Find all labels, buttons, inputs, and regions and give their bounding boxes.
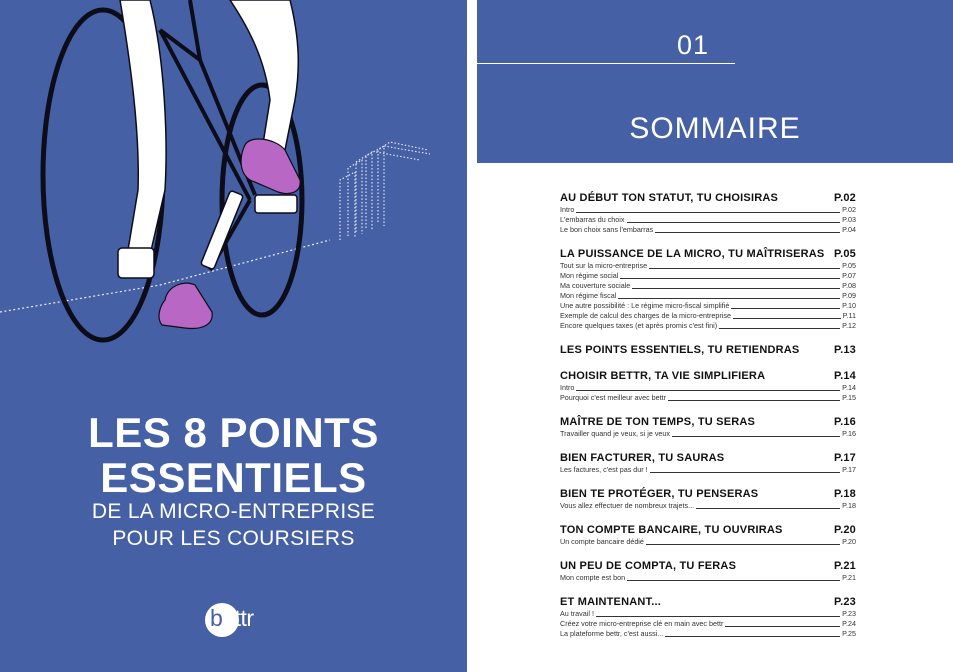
toc-entry-label: Mon compte est bon bbox=[560, 573, 626, 582]
toc-section-title: LA PUISSANCE DE LA MICRO, TU MAÎTRISERAS bbox=[560, 248, 825, 260]
toc-section bbox=[560, 595, 856, 639]
toc-entry[interactable] bbox=[560, 573, 856, 583]
toc-entry-label: Mon régime social bbox=[560, 271, 619, 280]
toc-section-heading[interactable] bbox=[560, 191, 856, 205]
toc-entry-label: Encore quelques taxes (et après promis c'est fini) bbox=[560, 321, 718, 330]
toc-section-title: LES POINTS ESSENTIELS, TU RETIENDRAS bbox=[560, 344, 800, 356]
toc-entry[interactable] bbox=[560, 311, 856, 321]
toc-section-title: UN PEU DE COMPTA, TU FERAS bbox=[560, 560, 737, 572]
toc-entry-label: Vous allez effectuer de nombreux trajets... bbox=[560, 501, 695, 510]
toc-section-page: P.23 bbox=[833, 596, 856, 608]
toc-entry-leader bbox=[596, 616, 840, 617]
toc-section bbox=[560, 523, 856, 547]
toc-entry[interactable] bbox=[560, 225, 856, 235]
toc-entry-leader bbox=[668, 400, 840, 401]
cover-subtitle-line-1: DE LA MICRO-ENTREPRISE bbox=[91, 500, 376, 523]
toc-entry-page: P.16 bbox=[842, 429, 856, 438]
toc-section-page: P.21 bbox=[833, 560, 856, 572]
toc-entry-page: P.23 bbox=[842, 609, 856, 618]
cover-subtitle-line-2: POUR LES COURSIERS bbox=[112, 527, 355, 550]
logo-letters-rest: ettr bbox=[222, 605, 254, 631]
toc-entry-label: Une autre possibilité : Le régime micro-fiscal simplifié bbox=[560, 301, 730, 310]
toc-section bbox=[560, 415, 856, 439]
toc-entry-leader bbox=[650, 472, 840, 473]
toc-entry-label: Tout sur la micro-entreprise bbox=[560, 261, 648, 270]
toc-entry-leader bbox=[719, 328, 840, 329]
toc-entry-label: Travailler quand je veux, si je veux bbox=[560, 429, 670, 438]
toc-entry-page: P.25 bbox=[842, 629, 856, 638]
toc-entry[interactable] bbox=[560, 609, 856, 619]
toc-entry-page: P.02 bbox=[842, 205, 856, 214]
cover-page bbox=[0, 0, 467, 672]
toc-entry-label: Au travail ! bbox=[560, 609, 594, 618]
toc-section bbox=[560, 343, 856, 357]
toc-entry-leader bbox=[627, 580, 840, 581]
toc-section-page: P.02 bbox=[833, 192, 856, 204]
toc-section-title: ET MAINTENANT... bbox=[560, 596, 661, 608]
toc-entry-page: P.11 bbox=[842, 311, 856, 320]
toc-entry[interactable] bbox=[560, 429, 856, 439]
toc-entry[interactable] bbox=[560, 321, 856, 331]
toc-entry-label: Un compte bancaire dédié bbox=[560, 537, 644, 546]
toc-entry-leader bbox=[646, 544, 840, 545]
toc-entry-page: P.20 bbox=[842, 537, 856, 546]
toc-entry-leader bbox=[649, 268, 840, 269]
toc-section-title: TON COMPTE BANCAIRE, TU OUVRIRAS bbox=[560, 524, 783, 536]
toc-entry-leader bbox=[576, 390, 840, 391]
toc-entry-page: P.05 bbox=[842, 261, 856, 270]
toc-section-heading[interactable] bbox=[560, 343, 856, 357]
toc-section-page: P.17 bbox=[833, 452, 856, 464]
toc-entry[interactable] bbox=[560, 501, 856, 511]
toc-section-title: BIEN FACTURER, TU SAURAS bbox=[560, 452, 725, 464]
toc-section bbox=[560, 487, 856, 511]
toc-entry-page: P.17 bbox=[842, 465, 856, 474]
toc-entry[interactable] bbox=[560, 281, 856, 291]
toc-entry[interactable] bbox=[560, 271, 856, 281]
toc-entry[interactable] bbox=[560, 291, 856, 301]
cover-title-line-2: ESSENTIELS bbox=[100, 454, 367, 501]
toc-section-page: P.16 bbox=[833, 416, 856, 428]
toc-entry-page: P.09 bbox=[842, 291, 856, 300]
cover-title bbox=[0, 410, 467, 500]
page-gutter bbox=[467, 0, 477, 672]
toc-section-heading[interactable] bbox=[560, 451, 856, 465]
cover-subtitle bbox=[0, 498, 467, 552]
toc-section-heading[interactable] bbox=[560, 247, 856, 261]
toc-section-page: P.13 bbox=[833, 344, 856, 356]
toc-entry-leader bbox=[731, 308, 840, 309]
toc-section-title: BIEN TE PROTÉGER, TU PENSERAS bbox=[560, 488, 759, 500]
toc-section bbox=[560, 451, 856, 475]
toc-entry[interactable] bbox=[560, 261, 856, 271]
toc-entry-page: P.14 bbox=[842, 383, 856, 392]
toc-entry-leader bbox=[655, 232, 840, 233]
toc-entry[interactable] bbox=[560, 619, 856, 629]
toc-entry-leader bbox=[627, 222, 841, 223]
summary-heading: SOMMAIRE bbox=[629, 112, 801, 145]
toc-entry[interactable] bbox=[560, 383, 856, 393]
toc-section bbox=[560, 559, 856, 583]
table-of-contents bbox=[560, 191, 856, 651]
toc-entry-leader bbox=[576, 212, 840, 213]
cover-title-line-1: LES 8 POINTS bbox=[88, 409, 379, 456]
toc-entry-leader bbox=[665, 636, 840, 637]
toc-section-heading[interactable] bbox=[560, 523, 856, 537]
toc-entry[interactable] bbox=[560, 301, 856, 311]
toc-entry[interactable] bbox=[560, 393, 856, 403]
toc-entry-page: P.12 bbox=[842, 321, 856, 330]
toc-entry[interactable] bbox=[560, 465, 856, 475]
toc-entry-leader bbox=[618, 298, 840, 299]
toc-entry-label: Ma couverture sociale bbox=[560, 281, 631, 290]
toc-entry-page: P.24 bbox=[842, 619, 856, 628]
toc-entry-leader bbox=[725, 626, 840, 627]
toc-section bbox=[560, 369, 856, 403]
toc-entry-label: Intro bbox=[560, 383, 575, 392]
cyclist-illustration bbox=[0, 0, 467, 345]
toc-section-page: P.18 bbox=[833, 488, 856, 500]
toc-entry-label: Le bon choix sans l'embarras bbox=[560, 225, 654, 234]
toc-entry-label: Exemple de calcul des charges de la micro-entreprise bbox=[560, 311, 731, 320]
toc-section-heading[interactable] bbox=[560, 595, 856, 609]
toc-entry-page: P.18 bbox=[842, 501, 856, 510]
toc-entry-leader bbox=[733, 318, 841, 319]
toc-section-heading[interactable] bbox=[560, 487, 856, 501]
toc-entry-label: La plateforme bettr, c'est aussi... bbox=[560, 629, 664, 638]
page-number-rule bbox=[477, 63, 735, 64]
toc-entry-page: P.08 bbox=[842, 281, 856, 290]
toc-section-title: MAÎTRE DE TON TEMPS, TU SERAS bbox=[560, 416, 756, 428]
toc-entry-label: Créez votre micro-entreprise clé en main avec bettr bbox=[560, 619, 724, 628]
toc-section-title: CHOISIR BETTR, TA VIE SIMPLIFIERA bbox=[560, 370, 766, 382]
toc-entry-page: P.21 bbox=[842, 573, 856, 582]
toc-entry-page: P.03 bbox=[842, 215, 856, 224]
toc-entry-page: P.10 bbox=[842, 301, 856, 310]
summary-page bbox=[477, 0, 953, 672]
toc-section-page: P.05 bbox=[833, 248, 856, 260]
toc-entry[interactable] bbox=[560, 215, 856, 225]
page-number: 01 bbox=[677, 30, 710, 60]
toc-section-title: AU DÉBUT TON STATUT, TU CHOISIRAS bbox=[560, 192, 779, 204]
toc-entry-leader bbox=[620, 278, 840, 279]
toc-section bbox=[560, 191, 856, 235]
bettr-logo bbox=[205, 603, 271, 639]
toc-entry-leader bbox=[632, 288, 840, 289]
toc-entry-leader bbox=[672, 436, 840, 437]
toc-entry[interactable] bbox=[560, 205, 856, 215]
toc-section-heading[interactable] bbox=[560, 415, 856, 429]
summary-header bbox=[477, 0, 953, 163]
toc-section-page: P.20 bbox=[833, 524, 856, 536]
toc-section-heading[interactable] bbox=[560, 369, 856, 383]
logo-letter-b: b bbox=[210, 605, 223, 631]
toc-entry-label: Intro bbox=[560, 205, 575, 214]
toc-entry-leader bbox=[696, 508, 840, 509]
toc-entry-label: L'embarras du choix bbox=[560, 215, 625, 224]
toc-entry-label: Mon régime fiscal bbox=[560, 291, 617, 300]
toc-entry[interactable] bbox=[560, 629, 856, 639]
toc-entry-page: P.15 bbox=[842, 393, 856, 402]
toc-entry[interactable] bbox=[560, 537, 856, 547]
toc-section-heading[interactable] bbox=[560, 559, 856, 573]
toc-section bbox=[560, 247, 856, 331]
toc-entry-label: Pourquoi c'est meilleur avec bettr bbox=[560, 393, 667, 402]
toc-section-page: P.14 bbox=[833, 370, 856, 382]
toc-entry-page: P.07 bbox=[842, 271, 856, 280]
toc-entry-page: P.04 bbox=[842, 225, 856, 234]
toc-entry-label: Les factures, c'est pas dur ! bbox=[560, 465, 648, 474]
logo-text bbox=[210, 605, 254, 632]
